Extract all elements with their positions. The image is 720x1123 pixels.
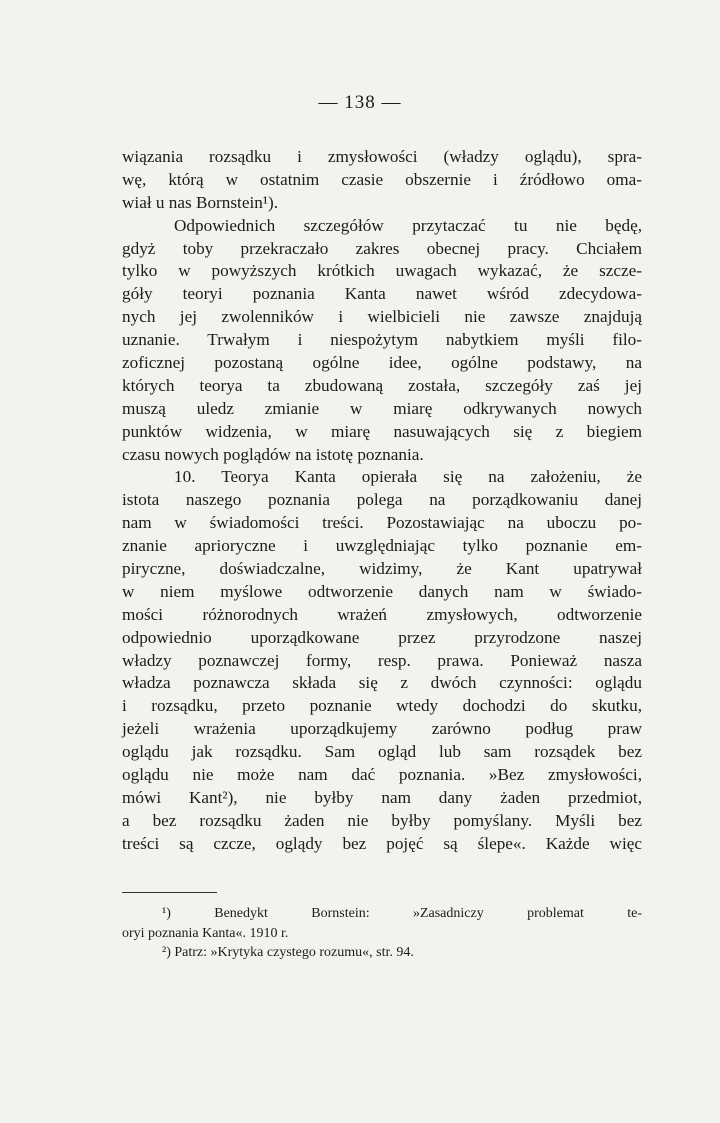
text-line: mówi Kant²), nie byłby nam dany żaden przedmiot, — [122, 787, 642, 807]
text-line: muszą uledz zmianie w miarę odkrywanych nowych — [122, 398, 642, 418]
text-line: gdyż toby przekraczało zakres obecnej pracy. Chciałem — [122, 238, 642, 258]
text-line: a bez rozsądku żaden nie byłby pomyślany. Myśli bez — [122, 810, 642, 830]
text-line: nam w świadomości treści. Pozostawiając na uboczu po- — [122, 513, 642, 533]
text-line: tylko w powyższych krótkich uwagach wykazać, że szcze- — [122, 261, 642, 281]
text-line: treści są czcze, oglądy bez pojęć są ślepe«. Każde więc — [122, 833, 642, 853]
paragraph — [122, 466, 642, 855]
text-line: i rozsądku, przeto poznanie wtedy dochodzi do skutku, — [122, 696, 642, 716]
text-line: w niem myślowe odtworzenie danych nam w świado- — [122, 581, 642, 601]
footnote-line: ²) Patrz: »Krytyka czystego rozumu«, str. 94. — [162, 945, 414, 960]
page-number: — 138 — — [318, 92, 402, 113]
text-line: wę, którą w ostatnim czasie obszernie i źródłowo oma- — [122, 169, 642, 189]
text-line: wiązania rozsądku i zmysłowości (władzy oglądu), spra- — [122, 147, 642, 166]
text-line: 10. Teorya Kanta opierała się na założeniu, że — [174, 467, 642, 487]
text-line: których teorya ta zbudowaną została, szczegóły zaś jej — [122, 375, 642, 395]
text-line: wiał u nas Bornstein¹). — [122, 192, 278, 212]
text-line: istota naszego poznania polega na porządkowaniu danej — [122, 490, 642, 510]
text-line: piryczne, doświadczalne, widzimy, że Kant upatrywał — [122, 559, 642, 579]
footnote-line: ¹) Benedykt Bornstein: »Zasadniczy problemat te- — [162, 906, 642, 921]
text-line: jeżeli wrażenia uporządkujemy zarówno podług praw — [122, 719, 642, 739]
paragraph — [122, 215, 642, 467]
text-line: punktów widzenia, w miarę nasuwających się z biegiem — [122, 421, 642, 441]
text-line: Odpowiednich szczegółów przytaczać tu nie będę, — [174, 215, 642, 235]
text-line: nych jej zwolenników i wielbicieli nie zawsze znajdują — [122, 307, 642, 327]
text-line: zoficznej pozostaną ogólne idee, ogólne podstawy, na — [122, 353, 642, 373]
text-line: czasu nowych poglądów na istotę poznania. — [122, 444, 424, 464]
text-line: władza poznawcza składa się z dwóch czynności: oglądu — [122, 673, 642, 693]
paragraph — [122, 146, 642, 215]
body-text — [122, 146, 642, 856]
text-line: oglądu jak rozsądku. Sam ogląd lub sam rozsądek bez — [122, 742, 642, 762]
text-line: uznanie. Trwałym i niespożytym nabytkiem myśli filo- — [122, 330, 642, 350]
text-line: góły teoryi poznania Kanta nawet wśród zdecydowa- — [122, 284, 642, 304]
text-line: oglądu nie może nam dać poznania. »Bez zmysłowości, — [122, 765, 642, 785]
text-line: mości różnorodnych wrażeń zmysłowych, odtworzenie — [122, 604, 642, 624]
text-line: znanie aprioryczne i uwzględniając tylko poznanie em- — [122, 536, 642, 556]
footnotes — [122, 904, 642, 963]
text-line: władzy poznawczej formy, resp. prawa. Ponieważ nasza — [122, 650, 642, 670]
text-line: odpowiednio uporządkowane przez przyrodzone naszej — [122, 627, 642, 647]
footnote-divider — [122, 892, 217, 893]
footnote-line: oryi poznania Kanta«. 1910 r. — [122, 925, 289, 941]
